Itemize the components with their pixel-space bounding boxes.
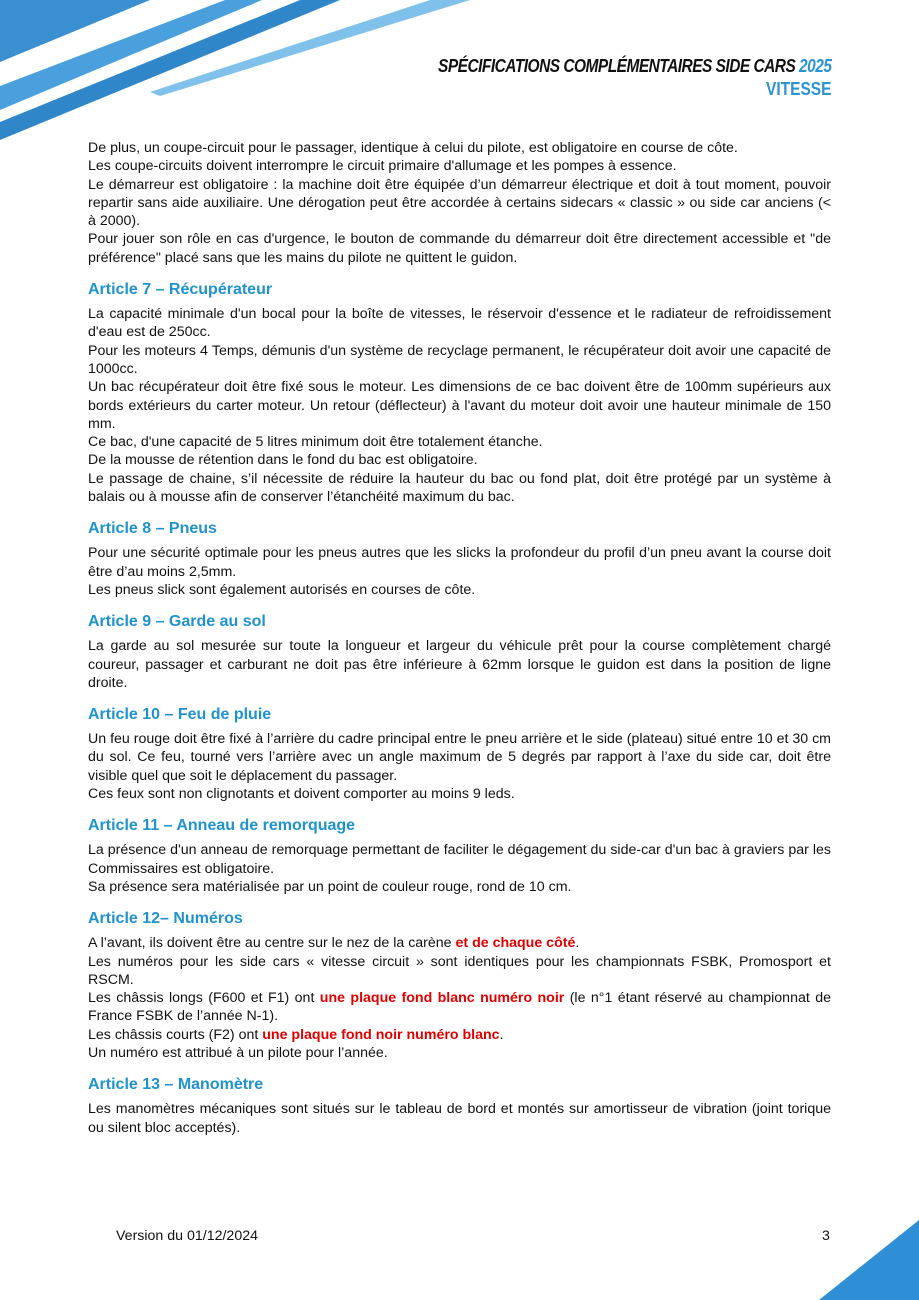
paragraph: Sa présence sera matérialisée par un point de couleur rouge, rond de 10 cm.: [88, 878, 572, 895]
paragraph: De la mousse de rétention dans le fond du bac est obligatoire.: [88, 452, 478, 469]
paragraph: Un numéro est attribué à un pilote pour l’année.: [88, 1044, 388, 1061]
article-12-heading: Article 12– Numéros: [88, 910, 243, 928]
paragraph: Les coupe-circuits doivent interrompre le circuit primaire d'allumage et les pompes à essence.: [88, 158, 677, 175]
article-7-heading: Article 7 – Récupérateur: [88, 281, 273, 299]
paragraph: De plus, un coupe-circuit pour le passager, identique à celui du pilote, est obligatoire en course de côte.: [88, 140, 738, 156]
corner-triangle-bottom-right: [819, 1220, 919, 1300]
article-10-heading: Article 10 – Feu de pluie: [88, 706, 272, 724]
paragraph: Les manomètres mécaniques sont situés sur le tableau de bord et montés sur amortisseur de vibration (joint torique ou silent bloc acceptés).: [88, 1101, 831, 1136]
paragraph: Les châssis longs (F600 et F1) ont une plaque fond blanc numéro noir (le n°1 étant réservé au championnat de France FSBK de l’année N-1).: [88, 990, 831, 1025]
paragraph: Les numéros pour les side cars « vitesse circuit » sont identiques pour les championnats FSBK, Promosport et RSCM.: [88, 953, 831, 988]
paragraph: Les pneus slick sont également autorisés en courses de côte.: [88, 581, 476, 598]
paragraph: Pour les moteurs 4 Temps, démunis d'un système de recyclage permanent, le récupérateur doit avoir une capacité de 1000cc.: [88, 342, 831, 377]
paragraph: Le démarreur est obligatoire : la machine doit être équipée d’un démarreur électrique et doit à tout moment, pouvoir repartir sans aide auxiliaire. Une dérogation peut être accordée à certains sidecars « classic » ou side car anciens (< à 2000).: [88, 176, 831, 230]
document-body: [88, 139, 831, 1137]
document-header: [374, 56, 831, 100]
paragraph: A l’avant, ils doivent être au centre sur le nez de la carène et de chaque côté.: [88, 935, 580, 952]
paragraph: Un bac récupérateur doit être fixé sous le moteur. Les dimensions de ce bac doivent être de 100mm supérieurs aux bords extérieurs du carter moteur. Un retour (déflecteur) à l'avant du moteur doit avoir une hauteur minimale de 150 mm.: [88, 379, 831, 432]
header-title: SPÉCIFICATIONS COMPLÉMENTAIRES SIDE CARS 2025: [437, 56, 831, 76]
paragraph: Ces feux sont non clignotants et doivent comporter au moins 9 leds.: [88, 786, 515, 803]
paragraph: Pour une sécurité optimale pour les pneus autres que les slicks la profondeur du profil d’un pneu avant la course doit être d’au moins 2,5mm.: [88, 545, 831, 580]
paragraph: Les châssis courts (F2) ont une plaque fond noir numéro blanc.: [88, 1026, 504, 1043]
paragraph: La garde au sol mesurée sur toute la longueur et largeur du véhicule prêt pour la course complètement chargé coureur, passager et carburant ne doit pas être inférieure à 62mm lorsque le guidon est dans la position de ligne droite.: [88, 638, 831, 691]
paragraph: Un feu rouge doit être fixé à l’arrière du cadre principal entre le pneu arrière et le side (plateau) situé entre 10 et 30 cm du sol. Ce feu, tourné vers l’arrière avec un angle maximum de 5 degrés par rapport à l’axe du side car, doit être visible quel que soit le déplacement du passager.: [88, 731, 831, 784]
article-11-heading: Article 11 – Anneau de remorquage: [88, 817, 356, 835]
footer-version: Version du 01/12/2024: [116, 1228, 258, 1244]
paragraph: La capacité minimale d'un bocal pour la boîte de vitesses, le réservoir d'essence et le radiateur de refroidissement d'eau est de 250cc.: [88, 306, 831, 341]
paragraph: Pour jouer son rôle en cas d'urgence, le bouton de commande du démarreur doit être directement accessible et "de préférence" placé sans que les mains du pilote ne quittent le guidon.: [88, 231, 831, 266]
header-year: 2025: [798, 56, 831, 76]
highlight-text: une plaque fond noir numéro blanc: [262, 1026, 500, 1043]
paragraph: Le passage de chaine, s’il nécessite de réduire la hauteur du bac ou fond plat, doit être protégé par un système à balais ou à mousse afin de conserver l’étanchéité maximum du bac.: [88, 470, 831, 506]
paragraph: La présence d'un anneau de remorquage permettant de faciliter le dégagement du side-car d'un bac à graviers par les Commissaires est obligatoire.: [88, 842, 831, 877]
article-9-heading: Article 9 – Garde au sol: [88, 613, 266, 631]
page-number: 3: [822, 1228, 830, 1244]
paragraph: Ce bac, d'une capacité de 5 litres minimum doit être totalement étanche.: [88, 434, 543, 451]
highlight-text: et de chaque côté: [455, 935, 576, 952]
article-13-heading: Article 13 – Manomètre: [88, 1076, 264, 1094]
article-8-heading: Article 8 – Pneus: [88, 520, 217, 538]
header-subtitle: VITESSE: [765, 79, 831, 99]
highlight-text: une plaque fond blanc numéro noir: [319, 990, 565, 1007]
